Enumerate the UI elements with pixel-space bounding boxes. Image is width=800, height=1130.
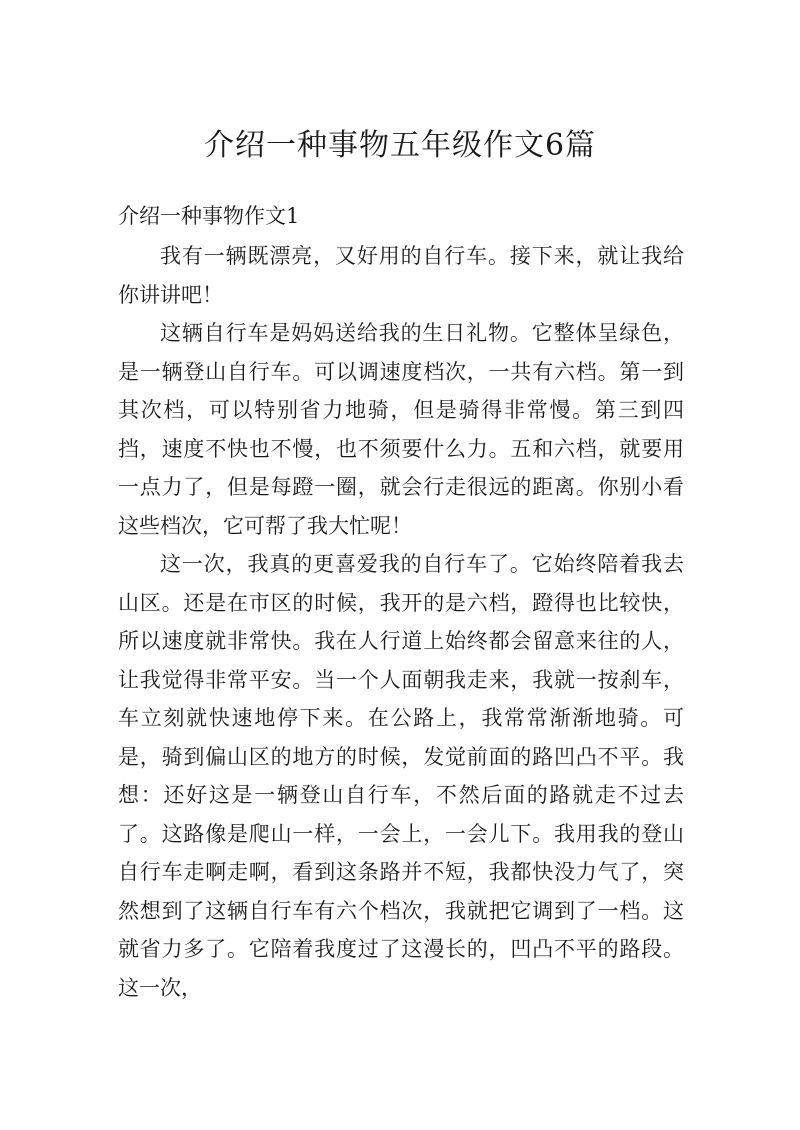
document-title: 介绍一种事物五年级作文6篇 <box>203 128 597 163</box>
paragraph-mountain-trip: 这一次，我真的更喜爱我的自行车了。它始终陪着我去山区。还是在市区的时候，我开的是六档，蹬得也比较快，所以速度就非常快。我在人行道上始终都会留意来往的人，让我觉得非常平安。当一个人面朝我走来，我就一按刹车，车立刻就快速地停下来。在公路上，我常常渐渐地骑。可是，骑到偏山区的地方的时候，发觉前面的路凹凸不平。我想：还好这是一辆登山自行车，不然后面的路就走不过去了。这路像是爬山一样，一会上，一会儿下。我用我的登山自行车走啊走啊，看到这条路并不短，我都快没力气了，突然想到了这辆自行车有六个档次，我就把它调到了一档。这就省力多了。它陪着我度过了这漫长的，凹凸不平的路段。这一次， <box>118 552 684 1000</box>
paragraph-intro: 我有一辆既漂亮，又好用的自行车。接下来，就让我给你讲讲吧！ <box>118 244 684 307</box>
paragraph-gears: 这辆自行车是妈妈送给我的生日礼物。它整体呈绿色，是一辆登山自行车。可以调速度档次，一共有六档。第一到其次档，可以特别省力地骑，但是骑得非常慢。第三到四挡，速度不快也不慢，也不须要什么力。五和六档，就要用一点力了，但是每蹬一圈，就会行走很远的距离。你别小看这些档次，它可帮了我大忙呢！ <box>118 321 684 538</box>
section-heading: 介绍一种事物作文1 <box>118 204 300 228</box>
body-text <box>118 237 684 1007</box>
